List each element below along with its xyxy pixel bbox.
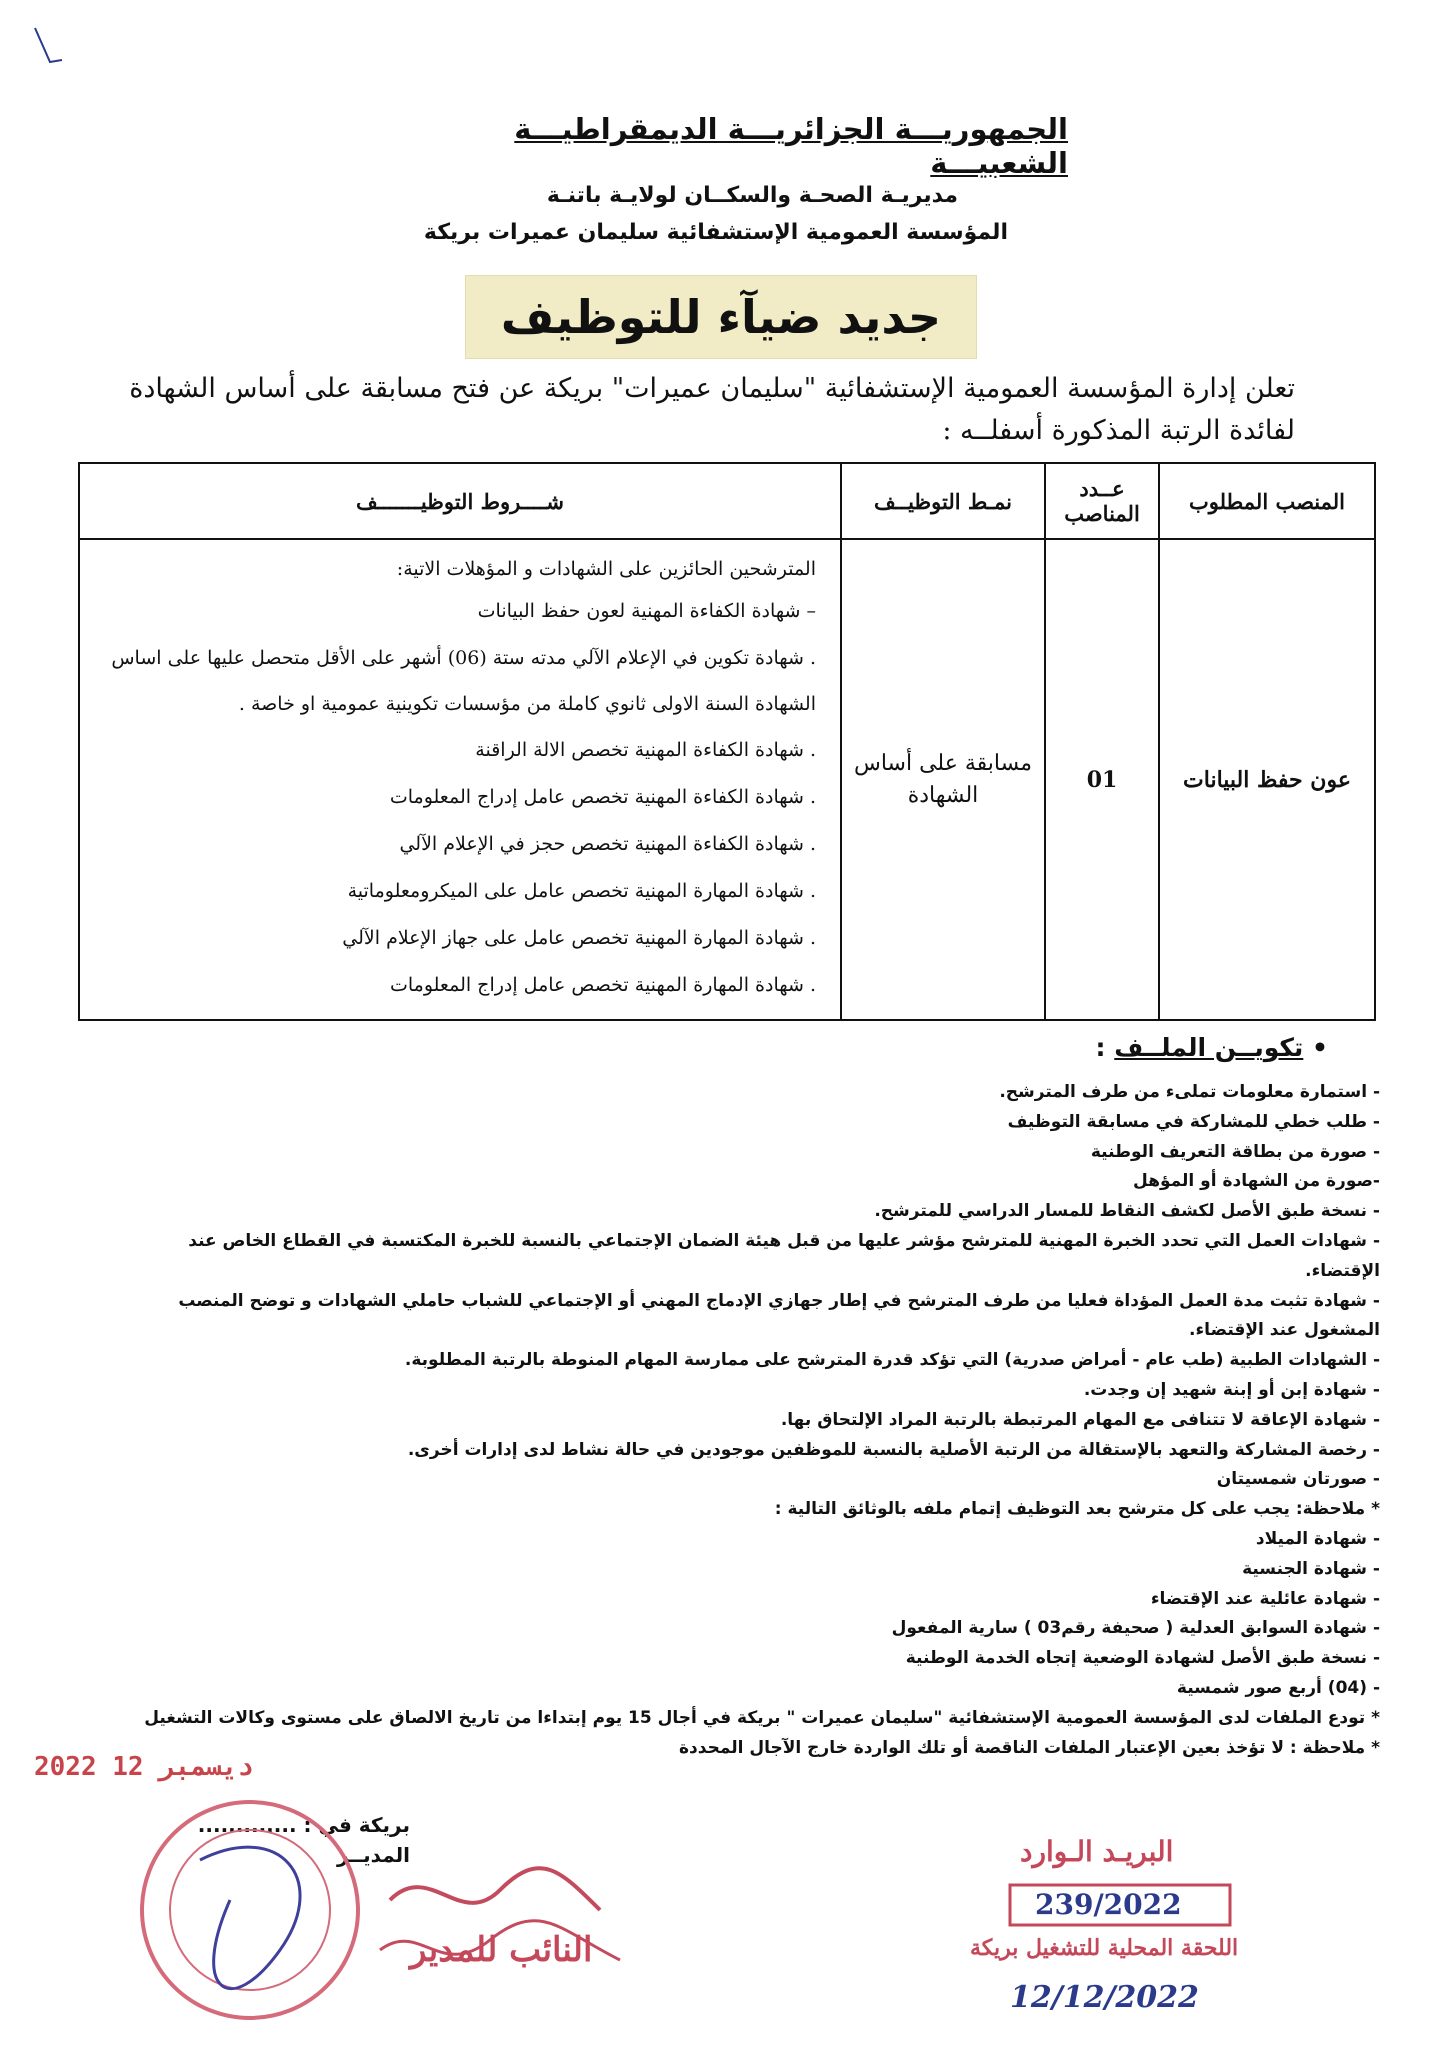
condition-item: . شهادة الكفاءة المهنية تخصص عامل إدراج المعلومات (389, 786, 816, 808)
condition-item: . شهادة المهارة المهنية تخصص عامل على الميكرومعلوماتية (347, 880, 816, 902)
count-cell: 01 (1045, 539, 1159, 1020)
condition-item: . شهادة المهارة المهنية تخصص عامل إدراج المعلومات (389, 974, 816, 996)
received-date-stamp: 2022 ديسمبر 12 (34, 1752, 254, 1782)
condition-item: . شهادة تكوين في الإعلام الآلي مدته ستة (06) أشهر على الأقل متحصل عليها على اساس الشهادة السنة الاولى ثانوي كاملة من مؤسسات تكوينية عمومية او خاصة . (111, 647, 816, 715)
condition-item: . شهادة الكفاءة المهنية تخصص الالة الراقنة (475, 739, 816, 761)
condition-item: . شهادة المهارة المهنية تخصص عامل على جهاز الإعلام الآلي (342, 927, 816, 949)
list-item: - نسخة طبق الأصل لشهادة الوضعية إتجاه الخدمة الوطنية (905, 1648, 1380, 1669)
conditions-cell (79, 539, 841, 1020)
list-item: - استمارة معلومات تملىء من طرف المترشح. (999, 1082, 1380, 1102)
stamp-title: البريـد الـوارد (1020, 1835, 1174, 1868)
file-requirements-list (140, 1078, 1380, 1763)
received-mail-stamp (960, 1830, 1300, 2040)
republic-title: الجمهوريـــة الجزائريـــة الديمقراطيـــة الشعبيـــة (514, 112, 1068, 180)
round-seal-icon (80, 1780, 680, 2040)
position-cell: عون حفظ البيانات (1159, 539, 1375, 1020)
stamp-date: 12/12/2022 (1010, 1980, 1199, 2015)
list-item: - شهادة الجنسية (1242, 1558, 1380, 1579)
director-label: المديــر (337, 1843, 410, 1867)
list-item: - شهادة الإعاقة لا تتنافى مع المهام المرتبطة بالرتبة المراد الإلتحاق بها. (780, 1409, 1380, 1430)
header-count: عــدد المناصب (1045, 463, 1159, 539)
list-item: - شهادة عائلية عند الإقتضاء (1150, 1588, 1380, 1609)
mode-cell: مسابقة على أساس الشهادة (841, 539, 1045, 1020)
directorate-title: مديريـة الصحـة والسكــان لولايـة باتنـة (546, 183, 958, 208)
list-item: - شهادة السوابق العدلية ( صحيفة رقم03 ) سارية المفعول (891, 1618, 1380, 1639)
header-position: المنصب المطلوب (1159, 463, 1375, 539)
list-item: - (04) أربع صور شمسية (1176, 1677, 1380, 1698)
stamp-signature-text: النائب للمدير (410, 1930, 593, 1970)
recruitment-banner: جديد ضيآء للتوظيف (465, 275, 977, 359)
place-date-line: بريكة في : ............. (197, 1813, 410, 1837)
deposit-note: * تودع الملفات لدى المؤسسة العمومية الإستشفائية "سليمان عميرات " بريكة في أجال 15 يوم إبتداءا من تاريخ الالصاق على مستوى وكالات التشغيل (144, 1707, 1380, 1728)
conditions-intro: المترشحين الحائزين على الشهادات و المؤهلات الاتية: (396, 558, 816, 580)
institution-title: المؤسسة العمومية الإستشفائية سليمان عميرات بريكة (423, 220, 1008, 245)
file-section-label: تكويــن الملــف (1114, 1033, 1304, 1062)
list-item: -صورة من الشهادة أو المؤهل (1133, 1171, 1380, 1192)
list-item: - صورتان شمسيتان (1216, 1469, 1380, 1490)
list-item: - طلب خطي للمشاركة في مسابقة التوظيف (1007, 1111, 1380, 1132)
list-item: - رخصة المشاركة والتعهد بالإستقالة من الرتبة الأصلية بالنسبة للموظفين موجودين في حالة نشاط لدى إدارات أخرى. (407, 1439, 1380, 1460)
header-conditions: شــــروط التوظيـــــــف (79, 463, 841, 539)
list-item: - نسخة طبق الأصل لكشف النقاط للمسار الدراسي للمترشح. (874, 1201, 1380, 1222)
header-mode: نمـط التوظيــف (841, 463, 1045, 539)
announcement-intro: تعلن إدارة المؤسسة العمومية الإستشفائية "سليمان عميرات" بريكة عن فتح مسابقة على أساس الشهادة لفائدة الرتبة المذكورة أسفلــه : (129, 373, 1295, 446)
list-item: - الشهادات الطبية (طب عام - أمراض صدرية) التي تؤكد قدرة المترشح على ممارسة المهام المنوطة بالرتبة المطلوبة. (404, 1350, 1380, 1371)
list-item: - شهادات العمل التي تحدد الخبرة المهنية للمترشح مؤشر عليها من قبل هيئة الضمان الإجتماعي بالنسبة للخبرة المكتسبة في القطاع الخاص عند الإقتضاء. (188, 1230, 1380, 1281)
stamp-number: 239/2022 (1035, 1888, 1182, 1921)
list-item: - شهادة الميلاد (1255, 1528, 1380, 1549)
final-note: * ملاحظة : لا تؤخذ بعين الإعتبار الملفات الناقصة أو تلك الواردة خارج الآجال المحددة (679, 1737, 1380, 1758)
stamp-agency: اللحقة المحلية للتشغيل بريكة (970, 1935, 1239, 1961)
pen-mark-icon (30, 20, 90, 70)
condition-item: . شهادة الكفاءة المهنية تخصص حجز في الإعلام الآلي (399, 833, 816, 855)
list-item: - شهادة تثبت مدة العمل المؤداة فعليا من طرف المترشح في إطار جهازي الإدماج المهني أو الإجتماعي للشباب حاملي الشهادات و توضح المنصب المشغول عند الإقتضاء. (178, 1290, 1380, 1341)
list-item: - صورة من بطاقة التعريف الوطنية (1090, 1141, 1380, 1162)
positions-table (78, 462, 1376, 1021)
condition-item: – شهادة الكفاءة المهنية لعون حفظ البيانات (477, 600, 816, 622)
list-item: - شهادة إبن أو إبنة شهيد إن وجدت. (1083, 1379, 1380, 1400)
table-header-row (79, 463, 1375, 539)
file-section-title: • تكويــن الملــف : (1095, 1033, 1328, 1062)
note-line: * ملاحظة: يجب على كل مترشح بعد التوظيف إتمام ملفه بالوثائق التالية : (774, 1499, 1380, 1520)
table-row (79, 539, 1375, 1020)
official-stamp (80, 1780, 680, 2040)
